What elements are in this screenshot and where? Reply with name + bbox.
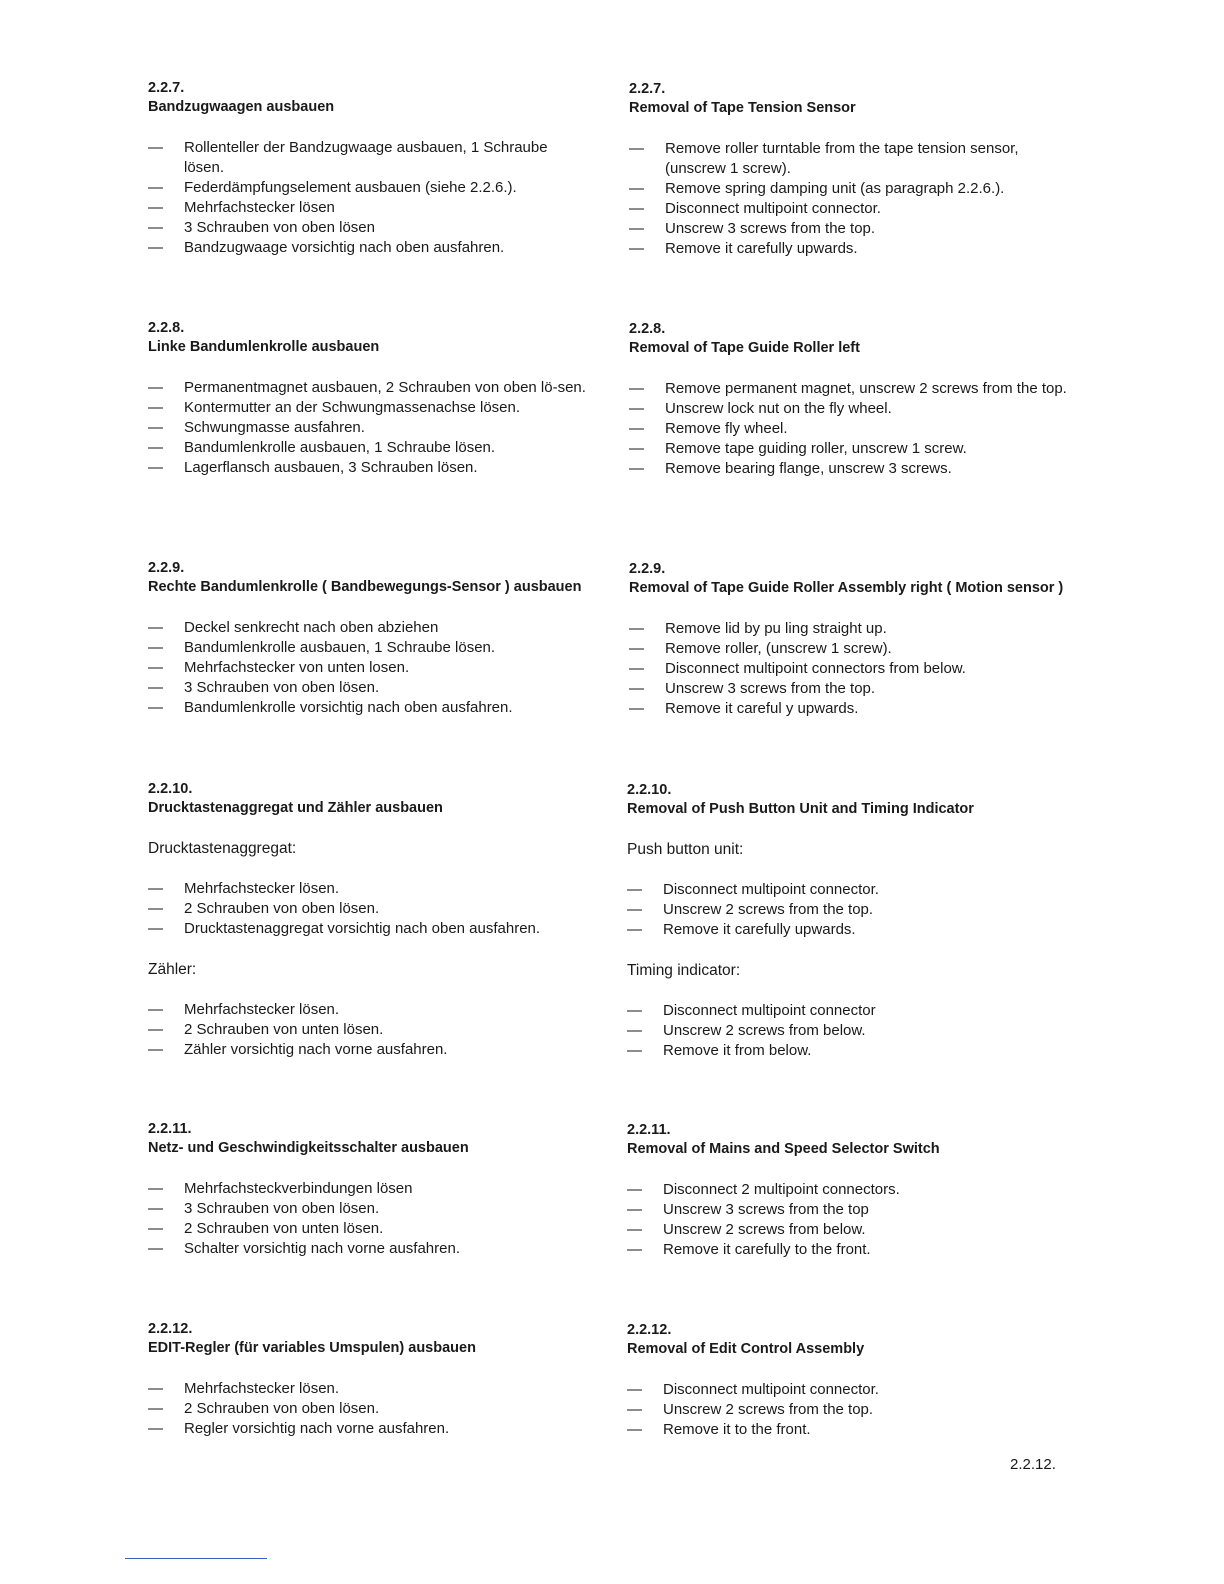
dash-bullet: — bbox=[148, 379, 163, 396]
list-item bbox=[148, 638, 588, 658]
list-item bbox=[148, 1000, 588, 1020]
list-item bbox=[627, 1200, 1067, 1220]
list-item-text: Bandzugwaage vorsichtig nach oben ausfahren. bbox=[184, 239, 505, 256]
section-title: EDIT-Regler (für variables Umspulen) ausbauen bbox=[148, 1340, 476, 1356]
section bbox=[148, 780, 588, 1060]
dash-bullet: — bbox=[148, 900, 163, 917]
list-item bbox=[629, 439, 1069, 459]
dash-bullet: — bbox=[148, 1180, 163, 1197]
section-number: 2.2.9. bbox=[629, 561, 666, 577]
list-item-text: Disconnect 2 multipoint connectors. bbox=[663, 1181, 900, 1198]
dash-bullet: — bbox=[627, 921, 642, 938]
section bbox=[629, 560, 1069, 719]
list-item-text: Mehrfachstecker von unten losen. bbox=[184, 659, 410, 676]
list-item bbox=[629, 399, 1069, 419]
dash-bullet: — bbox=[627, 1201, 642, 1218]
section bbox=[627, 1321, 1067, 1440]
section-number: 2.2.10. bbox=[148, 781, 193, 797]
list-item-text: Unscrew 2 screws from below. bbox=[663, 1221, 866, 1238]
list-item-text: Bandumlenkrolle vorsichtig nach oben ausfahren. bbox=[184, 699, 513, 716]
list-item-text: Unscrew 2 screws from the top. bbox=[663, 901, 874, 918]
list-item-text: Unscrew 3 screws from the top. bbox=[665, 680, 876, 697]
section-title: Removal of Edit Control Assembly bbox=[627, 1341, 865, 1357]
dash-bullet: — bbox=[627, 1042, 642, 1059]
list-item-text: Rollenteller der Bandzugwaage ausbauen, 1 Schraube lösen. bbox=[184, 139, 548, 176]
section-number: 2.2.11. bbox=[627, 1122, 671, 1138]
list-item-text: Schalter vorsichtig nach vorne ausfahren. bbox=[184, 1240, 460, 1257]
list-item-text: Remove bearing flange, unscrew 3 screws. bbox=[665, 460, 952, 477]
section-number: 2.2.12. bbox=[148, 1321, 193, 1337]
list-item-text: Mehrfachstecker lösen. bbox=[184, 880, 340, 897]
page-number: 2.2.12. bbox=[1010, 1456, 1056, 1473]
section bbox=[148, 559, 588, 718]
section-number: 2.2.7. bbox=[148, 80, 185, 96]
list-item-text: Remove it carefully upwards. bbox=[665, 240, 858, 257]
list-item-text: Mehrfachsteckverbindungen lösen bbox=[184, 1180, 413, 1197]
dash-bullet: — bbox=[148, 1200, 163, 1217]
dash-bullet: — bbox=[148, 139, 163, 156]
list-item-text: Drucktastenaggregat vorsichtig nach oben ausfahren. bbox=[184, 920, 541, 937]
list-item-text: Remove spring damping unit (as paragraph 2.2.6.). bbox=[665, 180, 1005, 197]
instruction-list bbox=[148, 1000, 588, 1060]
list-item bbox=[629, 139, 1069, 179]
list-item bbox=[148, 178, 588, 198]
instruction-list bbox=[148, 618, 588, 718]
section bbox=[148, 319, 588, 478]
dash-bullet: — bbox=[148, 659, 163, 676]
section-number: 2.2.8. bbox=[148, 320, 185, 336]
list-item-text: Mehrfachstecker lösen bbox=[184, 199, 335, 216]
list-item-text: Schwungmasse ausfahren. bbox=[184, 419, 365, 436]
section-title: Bandzugwaagen ausbauen bbox=[148, 99, 335, 115]
list-item-text: Remove roller, (unscrew 1 screw). bbox=[665, 640, 892, 657]
dash-bullet: — bbox=[629, 460, 644, 477]
section bbox=[629, 80, 1069, 259]
section-title: Removal of Tape Guide Roller left bbox=[629, 340, 860, 356]
dash-bullet: — bbox=[629, 660, 644, 677]
list-item bbox=[148, 879, 588, 899]
list-item bbox=[148, 1040, 588, 1060]
list-item bbox=[148, 438, 588, 458]
dash-bullet: — bbox=[148, 639, 163, 656]
dash-bullet: — bbox=[629, 380, 644, 397]
dash-bullet: — bbox=[627, 1002, 642, 1019]
list-item bbox=[627, 1001, 1067, 1021]
list-item-text: Disconnect multipoint connector. bbox=[663, 1381, 879, 1398]
list-item-text: Disconnect multipoint connector. bbox=[663, 881, 879, 898]
section-number: 2.2.12. bbox=[627, 1322, 672, 1338]
list-item-text: Remove roller turntable from the tape tension sensor, (unscrew 1 screw). bbox=[665, 140, 1019, 177]
list-item-text: Unscrew 2 screws from below. bbox=[663, 1022, 866, 1039]
list-item bbox=[148, 1239, 588, 1259]
dash-bullet: — bbox=[148, 459, 163, 476]
instruction-list bbox=[629, 379, 1069, 479]
list-item bbox=[148, 1419, 588, 1439]
list-item-text: Bandumlenkrolle ausbauen, 1 Schraube lösen. bbox=[184, 439, 496, 456]
list-item bbox=[148, 1399, 588, 1419]
dash-bullet: — bbox=[148, 1380, 163, 1397]
subsection-label: Timing indicator: bbox=[627, 962, 741, 979]
list-item-text: Deckel senkrecht nach oben abziehen bbox=[184, 619, 439, 636]
list-item-text: Disconnect multipoint connectors from below. bbox=[665, 660, 966, 677]
list-item bbox=[629, 199, 1069, 219]
list-item-text: Remove it careful y upwards. bbox=[665, 700, 859, 717]
list-item-text: Unscrew 3 screws from the top. bbox=[665, 220, 876, 237]
dash-bullet: — bbox=[148, 439, 163, 456]
list-item bbox=[148, 658, 588, 678]
instruction-list bbox=[148, 1379, 588, 1439]
list-item bbox=[627, 880, 1067, 900]
list-item bbox=[148, 1379, 588, 1399]
list-item bbox=[627, 1041, 1067, 1061]
section-number: 2.2.11. bbox=[148, 1121, 192, 1137]
list-item bbox=[148, 1179, 588, 1199]
dash-bullet: — bbox=[627, 1381, 642, 1398]
list-item bbox=[629, 699, 1069, 719]
list-item-text: Lagerflansch ausbauen, 3 Schrauben lösen. bbox=[184, 459, 478, 476]
dash-bullet: — bbox=[627, 1421, 642, 1438]
list-item bbox=[627, 1420, 1067, 1440]
list-item bbox=[148, 378, 588, 398]
dash-bullet: — bbox=[629, 180, 644, 197]
section-number: 2.2.8. bbox=[629, 321, 666, 337]
list-item-text: 3 Schrauben von oben lösen bbox=[184, 219, 375, 236]
list-item-text: Disconnect multipoint connector bbox=[663, 1002, 876, 1019]
subsection-label: Push button unit: bbox=[627, 841, 744, 858]
dash-bullet: — bbox=[148, 199, 163, 216]
instruction-list bbox=[627, 1001, 1067, 1061]
dash-bullet: — bbox=[148, 1240, 163, 1257]
list-item-text: 3 Schrauben von oben lösen. bbox=[184, 679, 380, 696]
list-item bbox=[148, 458, 588, 478]
dash-bullet: — bbox=[148, 1021, 163, 1038]
list-item-text: Remove lid by pu ling straight up. bbox=[665, 620, 887, 637]
section-title: Netz- und Geschwindigkeitsschalter ausbauen bbox=[148, 1140, 469, 1156]
dash-bullet: — bbox=[148, 699, 163, 716]
list-item-text: Remove it carefully to the front. bbox=[663, 1241, 871, 1258]
list-item bbox=[627, 900, 1067, 920]
footer-rule bbox=[125, 1558, 267, 1559]
list-item bbox=[148, 919, 588, 939]
list-item bbox=[148, 398, 588, 418]
list-item-text: 2 Schrauben von unten lösen. bbox=[184, 1021, 384, 1038]
list-item-text: Mehrfachstecker lösen. bbox=[184, 1380, 340, 1397]
instruction-list bbox=[148, 138, 588, 258]
section bbox=[629, 320, 1069, 479]
list-item bbox=[629, 379, 1069, 399]
instruction-list bbox=[148, 879, 588, 939]
list-item-text: Federdämpfungselement ausbauen (siehe 2.2.6.). bbox=[184, 179, 517, 196]
dash-bullet: — bbox=[148, 619, 163, 636]
list-item bbox=[148, 1020, 588, 1040]
dash-bullet: — bbox=[629, 700, 644, 717]
list-item-text: Remove it from below. bbox=[663, 1042, 812, 1059]
list-item bbox=[629, 619, 1069, 639]
list-item bbox=[629, 679, 1069, 699]
section bbox=[627, 1121, 1067, 1260]
list-item-text: Remove it to the front. bbox=[663, 1421, 811, 1438]
list-item bbox=[627, 1021, 1067, 1041]
section bbox=[627, 781, 1067, 1061]
section-title: Removal of Tape Tension Sensor bbox=[629, 100, 856, 116]
dash-bullet: — bbox=[148, 219, 163, 236]
subsection-label: Drucktastenaggregat: bbox=[148, 840, 297, 857]
list-item bbox=[627, 920, 1067, 940]
section-title: Removal of Mains and Speed Selector Switch bbox=[627, 1141, 940, 1157]
section-number: 2.2.9. bbox=[148, 560, 185, 576]
list-item bbox=[148, 1199, 588, 1219]
dash-bullet: — bbox=[627, 901, 642, 918]
dash-bullet: — bbox=[627, 1241, 642, 1258]
dash-bullet: — bbox=[629, 200, 644, 217]
dash-bullet: — bbox=[629, 640, 644, 657]
list-item bbox=[629, 239, 1069, 259]
list-item bbox=[629, 419, 1069, 439]
list-item bbox=[627, 1400, 1067, 1420]
dash-bullet: — bbox=[629, 620, 644, 637]
list-item-text: 2 Schrauben von oben lösen. bbox=[184, 900, 380, 917]
subsection-label: Zähler: bbox=[148, 961, 197, 978]
list-item-text: Zähler vorsichtig nach vorne ausfahren. bbox=[184, 1041, 448, 1058]
dash-bullet: — bbox=[629, 420, 644, 437]
list-item bbox=[148, 238, 588, 258]
list-item bbox=[148, 418, 588, 438]
dash-bullet: — bbox=[629, 680, 644, 697]
section bbox=[148, 1320, 588, 1439]
dash-bullet: — bbox=[148, 239, 163, 256]
instruction-list bbox=[148, 1179, 588, 1259]
list-item-text: Remove it carefully upwards. bbox=[663, 921, 856, 938]
list-item bbox=[148, 1219, 588, 1239]
section-title: Rechte Bandumlenkrolle ( Bandbewegungs-Sensor ) ausbauen bbox=[148, 579, 582, 595]
list-item bbox=[627, 1220, 1067, 1240]
list-item-text: Kontermutter an der Schwungmassenachse lösen. bbox=[184, 399, 521, 416]
dash-bullet: — bbox=[148, 1041, 163, 1058]
dash-bullet: — bbox=[629, 400, 644, 417]
list-item-text: 3 Schrauben von oben lösen. bbox=[184, 1200, 380, 1217]
section-title: Removal of Tape Guide Roller Assembly right ( Motion sensor ) bbox=[629, 580, 1064, 596]
dash-bullet: — bbox=[148, 880, 163, 897]
list-item bbox=[629, 659, 1069, 679]
dash-bullet: — bbox=[148, 920, 163, 937]
list-item bbox=[148, 618, 588, 638]
instruction-list bbox=[629, 139, 1069, 259]
instruction-list bbox=[627, 1180, 1067, 1260]
list-item-text: 2 Schrauben von unten lösen. bbox=[184, 1220, 384, 1237]
list-item-text: Disconnect multipoint connector. bbox=[665, 200, 881, 217]
list-item bbox=[148, 218, 588, 238]
list-item bbox=[148, 198, 588, 218]
section bbox=[148, 79, 588, 258]
list-item bbox=[629, 459, 1069, 479]
dash-bullet: — bbox=[627, 1181, 642, 1198]
list-item-text: Permanentmagnet ausbauen, 2 Schrauben von oben lö-sen. bbox=[184, 379, 586, 396]
list-item bbox=[148, 678, 588, 698]
section-number: 2.2.7. bbox=[629, 81, 666, 97]
dash-bullet: — bbox=[627, 1221, 642, 1238]
list-item-text: Unscrew 3 screws from the top bbox=[663, 1201, 869, 1218]
instruction-list bbox=[629, 619, 1069, 719]
instruction-list bbox=[627, 880, 1067, 940]
dash-bullet: — bbox=[629, 240, 644, 257]
list-item-text: Regler vorsichtig nach vorne ausfahren. bbox=[184, 1420, 450, 1437]
list-item-text: Unscrew lock nut on the fly wheel. bbox=[665, 400, 892, 417]
dash-bullet: — bbox=[148, 179, 163, 196]
dash-bullet: — bbox=[627, 1401, 642, 1418]
section-title: Removal of Push Button Unit and Timing Indicator bbox=[627, 801, 974, 817]
list-item-text: Unscrew 2 screws from the top. bbox=[663, 1401, 874, 1418]
list-item-text: Mehrfachstecker lösen. bbox=[184, 1001, 340, 1018]
list-item bbox=[148, 899, 588, 919]
dash-bullet: — bbox=[629, 440, 644, 457]
dash-bullet: — bbox=[148, 1420, 163, 1437]
dash-bullet: — bbox=[148, 1220, 163, 1237]
list-item bbox=[148, 698, 588, 718]
section-number: 2.2.10. bbox=[627, 782, 672, 798]
list-item bbox=[629, 219, 1069, 239]
dash-bullet: — bbox=[627, 881, 642, 898]
dash-bullet: — bbox=[148, 419, 163, 436]
list-item-text: Remove permanent magnet, unscrew 2 screws from the top. bbox=[665, 380, 1067, 397]
list-item bbox=[627, 1180, 1067, 1200]
dash-bullet: — bbox=[148, 1001, 163, 1018]
dash-bullet: — bbox=[629, 140, 644, 157]
list-item bbox=[629, 179, 1069, 199]
list-item bbox=[627, 1240, 1067, 1260]
list-item bbox=[148, 138, 588, 178]
section-title: Drucktastenaggregat und Zähler ausbauen bbox=[148, 800, 443, 816]
instruction-list bbox=[627, 1380, 1067, 1440]
dash-bullet: — bbox=[148, 1400, 163, 1417]
list-item bbox=[629, 639, 1069, 659]
dash-bullet: — bbox=[148, 679, 163, 696]
section-title: Linke Bandumlenkrolle ausbauen bbox=[148, 339, 380, 355]
instruction-list bbox=[148, 378, 588, 478]
dash-bullet: — bbox=[148, 399, 163, 416]
list-item-text: 2 Schrauben von oben lösen. bbox=[184, 1400, 380, 1417]
section bbox=[148, 1120, 588, 1259]
list-item-text: Remove fly wheel. bbox=[665, 420, 788, 437]
list-item-text: Remove tape guiding roller, unscrew 1 screw. bbox=[665, 440, 967, 457]
list-item bbox=[627, 1380, 1067, 1400]
dash-bullet: — bbox=[627, 1022, 642, 1039]
list-item-text: Bandumlenkrolle ausbauen, 1 Schraube lösen. bbox=[184, 639, 496, 656]
dash-bullet: — bbox=[629, 220, 644, 237]
